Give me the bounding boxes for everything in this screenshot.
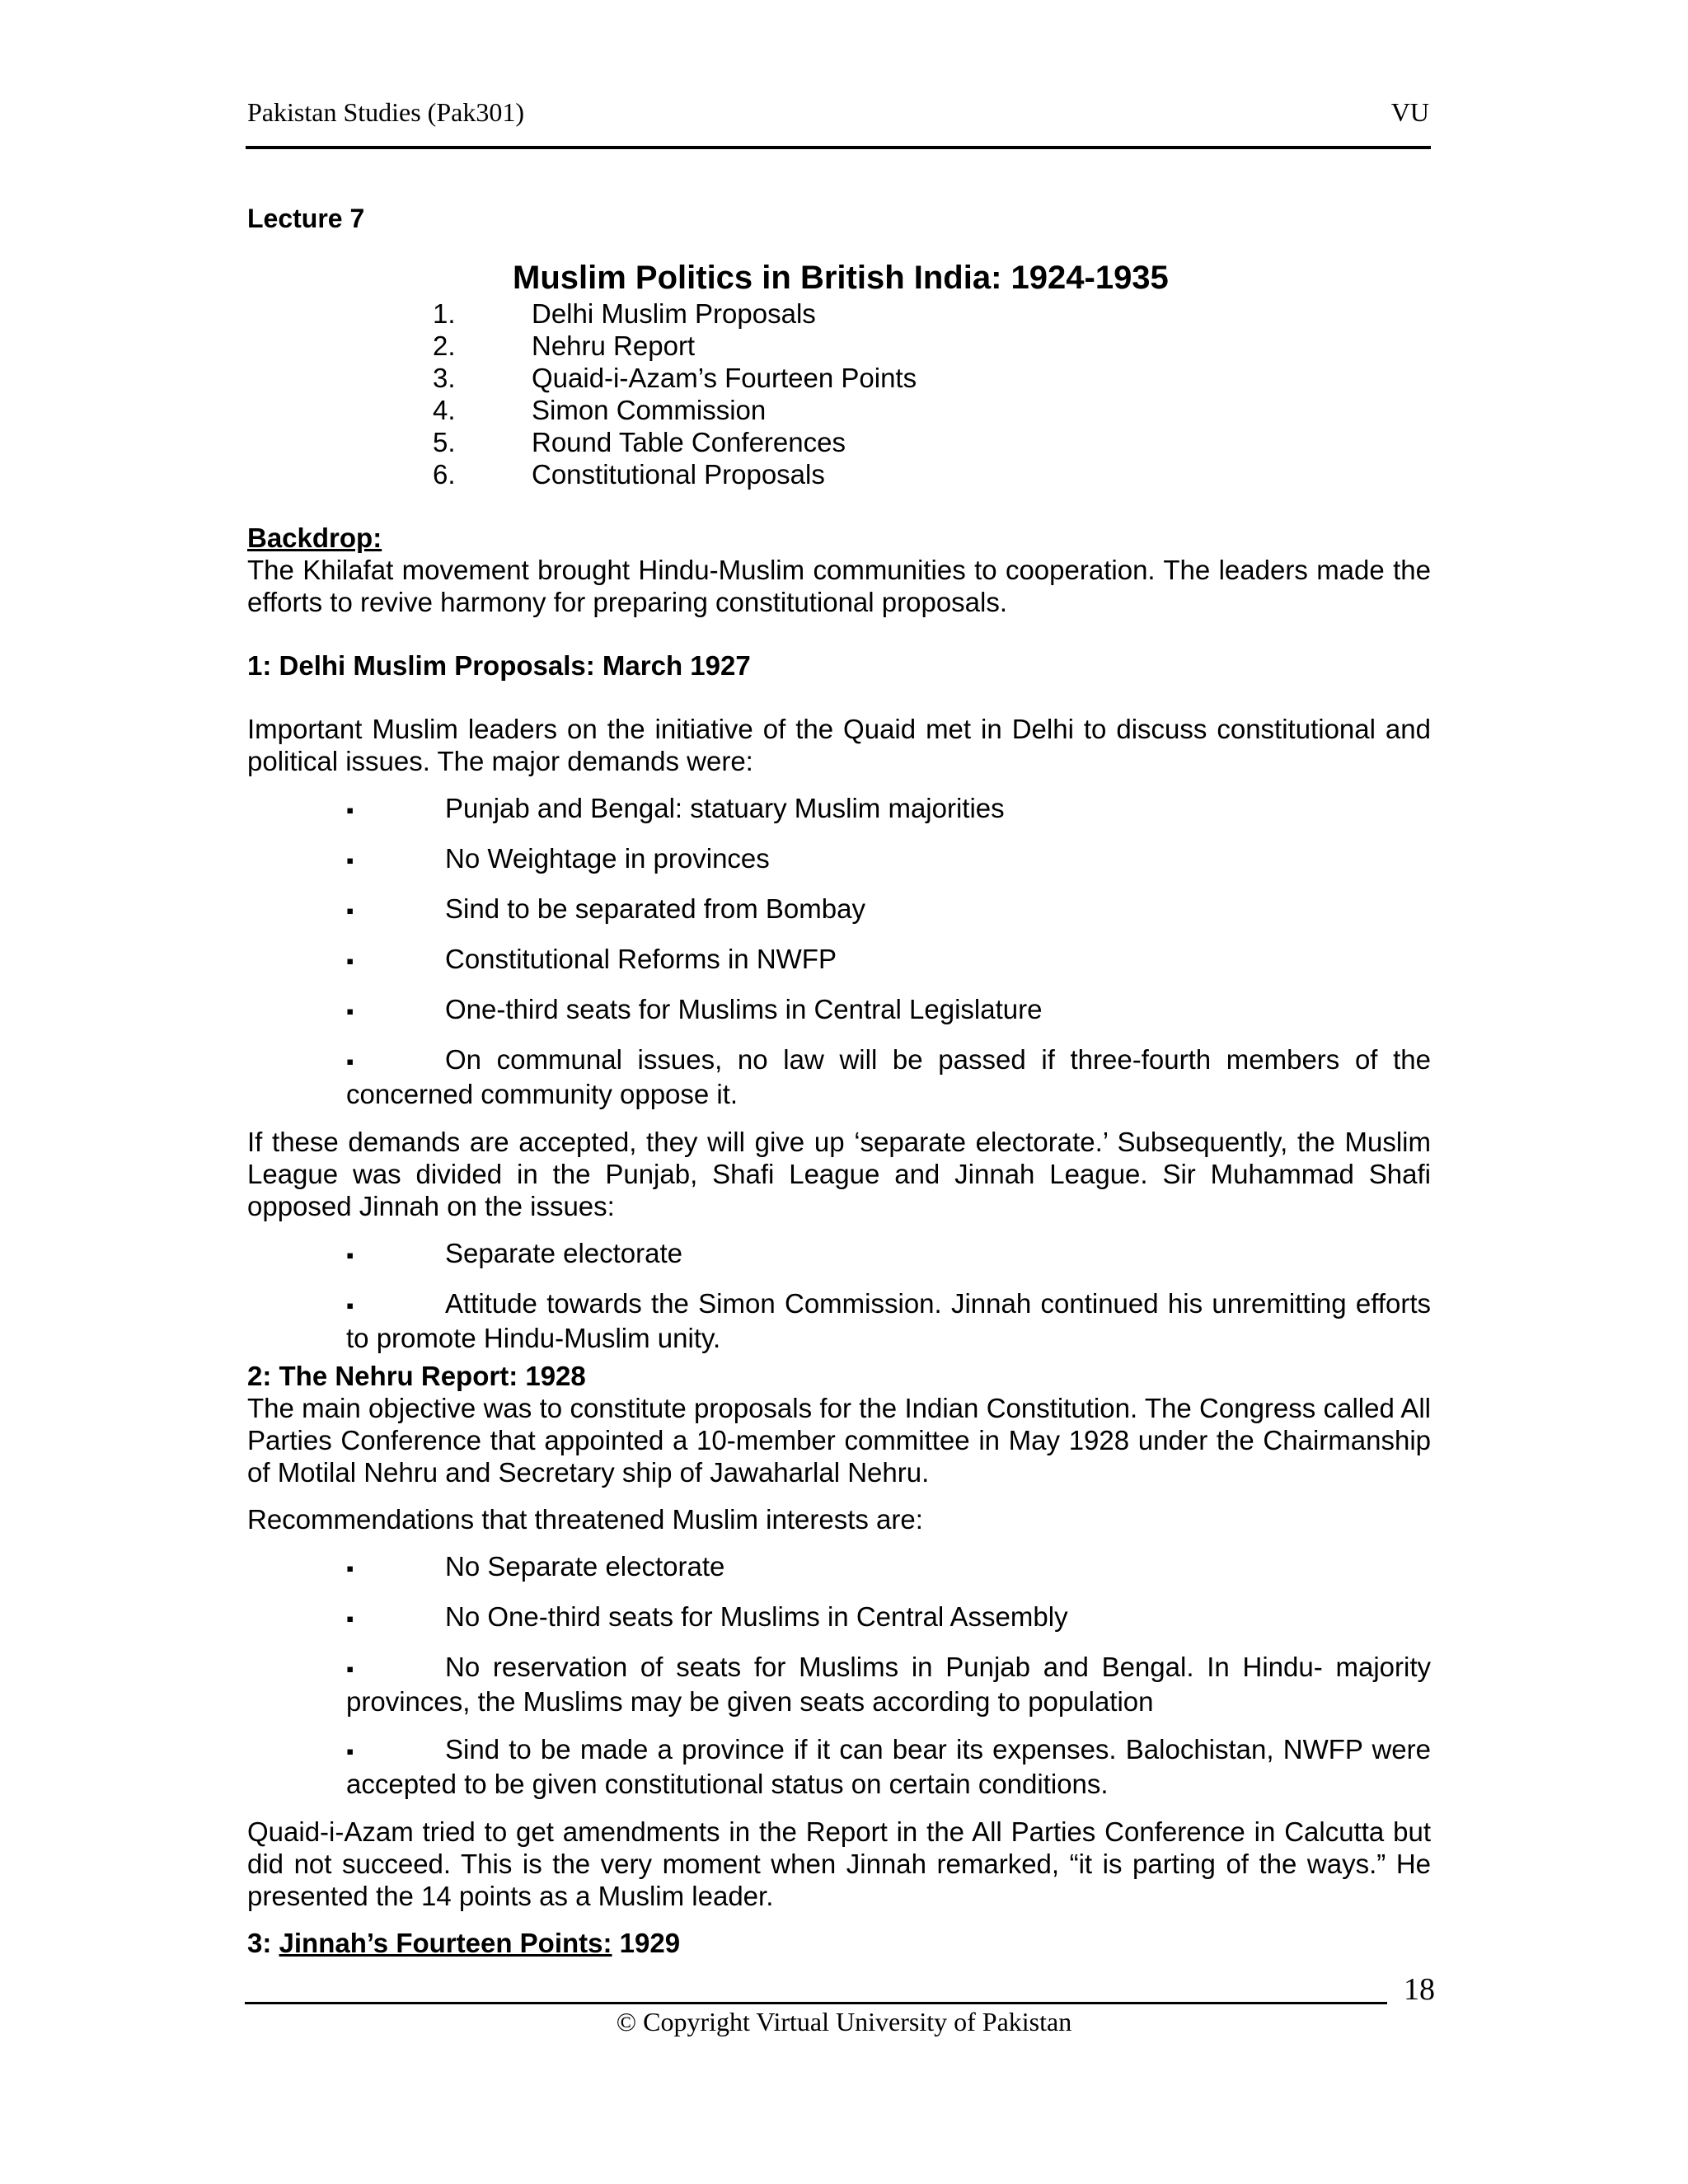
topic-label: Delhi Muslim Proposals [532, 298, 816, 329]
section-2-intro: The main objective was to constitute proposals for the Indian Constitution. The Congress called All Parties Conference that appointed a 10-member committee in May 1928 under the Chairmanship of Motilal Nehru and Secretary ship of Jawaharlal Nehru. [247, 1393, 1431, 1488]
topic-number: 2. [433, 330, 456, 361]
demands-list [247, 792, 1431, 1110]
header-institution: VU [1390, 97, 1429, 127]
list-item [433, 394, 1431, 426]
list-item: ▪ Constitutional Reforms in NWFP [346, 943, 1431, 977]
section-1-intro: Important Muslim leaders on the initiative of the Quaid met in Delhi to discuss constitutional and political issues. The major demands were: [247, 714, 1431, 776]
topic-label: Simon Commission [532, 395, 767, 425]
section-2-rec-intro: Recommendations that threatened Muslim interests are: [247, 1504, 923, 1535]
list-item [433, 426, 1431, 458]
list-item: ▪ No Separate electorate [346, 1550, 1431, 1585]
list-item [433, 362, 1431, 394]
page-title: Muslim Politics in British India: 1924-1935 [513, 260, 1169, 296]
section-3-heading [247, 1927, 1431, 1959]
header-rule [246, 146, 1431, 149]
list-item: ▪ Sind to be separated from Bombay [346, 893, 1431, 927]
topic-number: 1. [433, 298, 456, 329]
section-3-prefix: 3: [247, 1928, 279, 1958]
list-item [433, 458, 1431, 490]
list-item: ▪ On communal issues, no law will be passed if three-fourth members of the concerned community oppose it. [346, 1043, 1431, 1110]
list-item [433, 298, 1431, 330]
page-number: 18 [1404, 1972, 1435, 2007]
section-3-title: Jinnah’s Fourteen Points: [279, 1928, 612, 1958]
copyright-notice: © Copyright Virtual University of Pakistan [616, 2007, 1072, 2036]
topic-label: Nehru Report [532, 330, 696, 361]
lecture-label: Lecture 7 [247, 204, 365, 233]
topic-label: Round Table Conferences [532, 427, 846, 457]
list-item: ▪ Separate electorate [346, 1237, 1431, 1272]
recommendations-list [247, 1550, 1431, 1800]
list-item: ▪ No Weightage in provinces [346, 842, 1431, 877]
footer-rule [245, 2002, 1387, 2004]
section-1-heading: 1: Delhi Muslim Proposals: March 1927 [247, 650, 751, 681]
topics-list [433, 298, 1431, 490]
topic-number: 6. [433, 459, 456, 490]
issues-list [247, 1237, 1431, 1354]
section-2-closing: Quaid-i-Azam tried to get amendments in the Report in the All Parties Conference in Calcutta but did not succeed. This is the very moment when Jinnah remarked, “it is parting of the ways.” He presented the 14 points as a Muslim leader. [247, 1816, 1431, 1911]
page-body [247, 203, 1431, 1959]
list-item: ▪ Attitude towards the Simon Commission. Jinnah continued his unremitting efforts to promote Hindu-Muslim unity. [346, 1287, 1431, 1354]
section-3-year: 1929 [612, 1928, 681, 1958]
topic-label: Quaid-i-Azam’s Fourteen Points [532, 363, 917, 393]
header-course: Pakistan Studies (Pak301) [247, 97, 524, 127]
topic-number: 3. [433, 363, 456, 393]
list-item: ▪ No One-third seats for Muslims in Central Assembly [346, 1601, 1431, 1635]
list-item: ▪ One-third seats for Muslims in Central Legislature [346, 993, 1431, 1028]
topic-number: 5. [433, 427, 456, 457]
backdrop-heading: Backdrop: [247, 523, 382, 553]
list-item: ▪ Sind to be made a province if it can bear its expenses. Balochistan, NWFP were accepted to be given constitutional status on certain conditions. [346, 1733, 1431, 1800]
list-item: ▪ Punjab and Bengal: statuary Muslim majorities [346, 792, 1431, 827]
section-2-heading: 2: The Nehru Report: 1928 [247, 1361, 586, 1391]
topic-number: 4. [433, 395, 456, 425]
backdrop-text: The Khilafat movement brought Hindu-Muslim communities to cooperation. The leaders made the efforts to revive harmony for preparing constitutional proposals. [247, 555, 1431, 617]
list-item [433, 330, 1431, 362]
list-item: ▪ No reservation of seats for Muslims in Punjab and Bengal. In Hindu- majority provinces, the Muslims may be given seats according to population [346, 1651, 1431, 1718]
topic-label: Constitutional Proposals [532, 459, 825, 490]
section-1-followup: If these demands are accepted, they will give up ‘separate electorate.’ Subsequently, the Muslim League was divided in the Punjab, Shafi League and Jinnah League. Sir Muhammad Shafi opposed Jinnah on the issues: [247, 1127, 1431, 1221]
